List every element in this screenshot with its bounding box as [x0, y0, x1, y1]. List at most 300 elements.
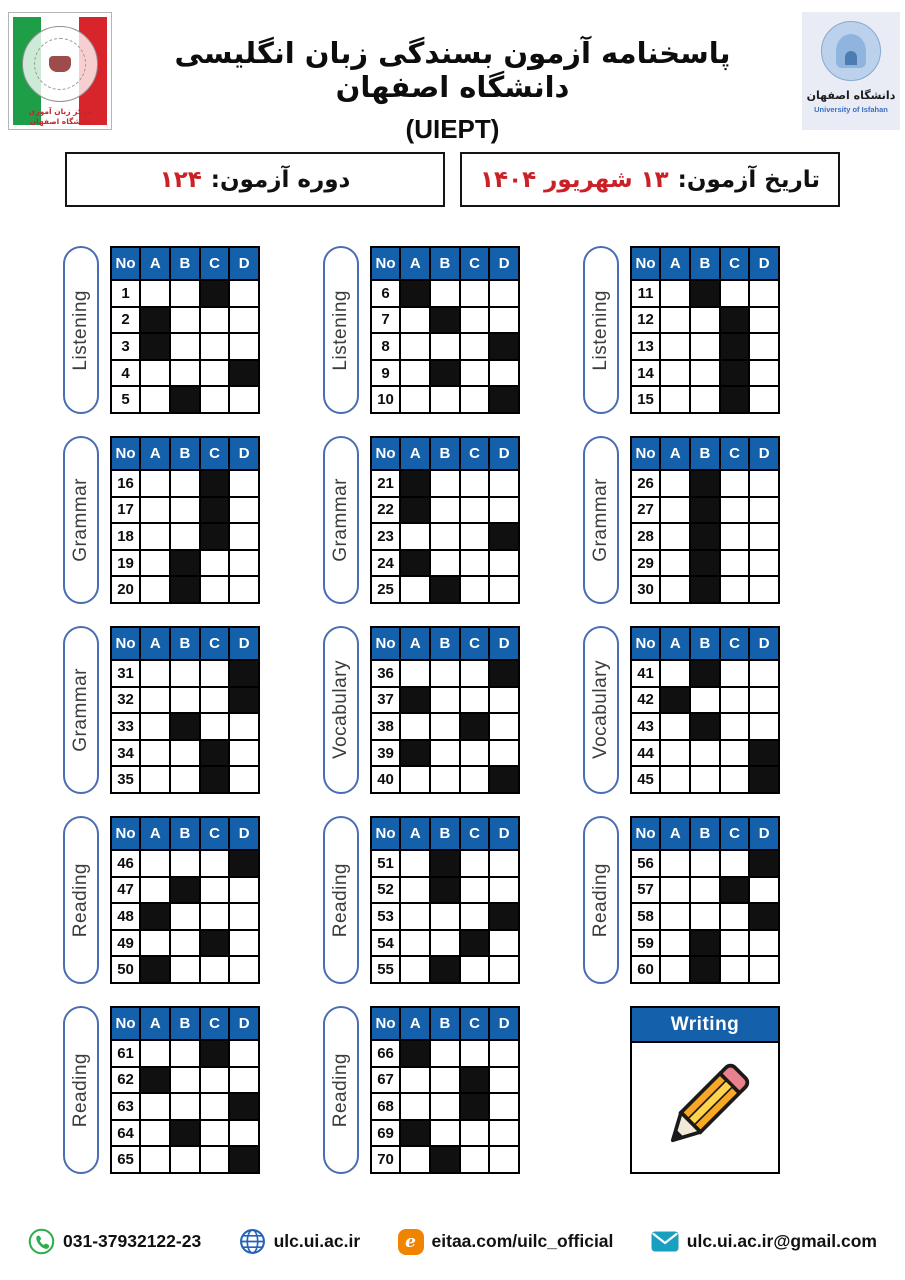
- answer-cell-22-D: [489, 497, 519, 524]
- answer-row-25: [371, 576, 519, 603]
- answer-table-q21: [370, 436, 520, 604]
- exam-period-label: دوره آزمون:: [210, 166, 351, 193]
- answer-section-grammar-31: [63, 626, 260, 794]
- answer-cell-34-D: [229, 740, 259, 767]
- question-number: 33: [111, 713, 141, 740]
- answer-cell-37-D: [489, 687, 519, 714]
- column-header-b: B: [430, 817, 460, 850]
- answer-cell-25-D: [489, 576, 519, 603]
- question-number: 41: [631, 660, 661, 687]
- answer-cell-46-D: [229, 850, 259, 877]
- answer-cell-31-D: [229, 660, 259, 687]
- university-emblem-icon: [821, 21, 881, 81]
- answer-cell-57-C: [720, 877, 750, 904]
- answer-cell-9-D: [489, 360, 519, 387]
- answer-cell-19-D: [229, 550, 259, 577]
- answer-cell-37-A: [400, 687, 430, 714]
- answer-section-vocabulary-36: [323, 626, 520, 794]
- answer-cell-15-B: [690, 386, 720, 413]
- question-number: 66: [371, 1040, 401, 1067]
- section-label-capsule: [63, 1006, 99, 1174]
- answer-cell-52-D: [489, 877, 519, 904]
- answer-cell-27-C: [720, 497, 750, 524]
- answer-cell-55-B: [430, 956, 460, 983]
- column-header-c: C: [460, 817, 490, 850]
- answer-cell-59-B: [690, 930, 720, 957]
- answer-row-1: [111, 280, 259, 307]
- answer-row-19: [111, 550, 259, 577]
- answer-cell-68-D: [489, 1093, 519, 1120]
- answer-table-q6: [370, 246, 520, 414]
- answer-cell-17-C: [200, 497, 230, 524]
- question-number: 8: [371, 333, 401, 360]
- question-number: 48: [111, 903, 141, 930]
- answer-section-grammar-26: [583, 436, 780, 604]
- writing-box: [630, 1006, 780, 1174]
- answer-cell-49-A: [140, 930, 170, 957]
- answer-cell-59-C: [720, 930, 750, 957]
- column-header-d: D: [229, 247, 259, 280]
- answer-cell-30-D: [749, 576, 779, 603]
- column-header-no: No: [371, 817, 401, 850]
- answer-cell-61-D: [229, 1040, 259, 1067]
- column-header-c: C: [200, 1007, 230, 1040]
- column-header-d: D: [749, 817, 779, 850]
- section-label: Reading: [329, 862, 351, 938]
- answer-cell-10-D: [489, 386, 519, 413]
- answer-section-reading-61: [63, 1006, 260, 1174]
- answer-cell-5-B: [170, 386, 200, 413]
- section-label: Listening: [589, 289, 611, 371]
- contact-website[interactable]: [239, 1228, 361, 1255]
- section-label: Listening: [69, 289, 91, 371]
- answer-row-14: [631, 360, 779, 387]
- answer-row-28: [631, 523, 779, 550]
- answer-cell-63-D: [229, 1093, 259, 1120]
- answer-cell-24-D: [489, 550, 519, 577]
- question-number: 6: [371, 280, 401, 307]
- answer-cell-29-D: [749, 550, 779, 577]
- question-number: 29: [631, 550, 661, 577]
- answer-cell-45-A: [660, 766, 690, 793]
- column-header-no: No: [371, 627, 401, 660]
- answer-cell-13-B: [690, 333, 720, 360]
- question-number: 2: [111, 307, 141, 334]
- answer-cell-18-A: [140, 523, 170, 550]
- column-header-c: C: [720, 627, 750, 660]
- column-header-c: C: [460, 247, 490, 280]
- column-header-b: B: [430, 437, 460, 470]
- answer-cell-56-C: [720, 850, 750, 877]
- answer-cell-7-D: [489, 307, 519, 334]
- answer-cell-69-D: [489, 1120, 519, 1147]
- answer-cell-39-B: [430, 740, 460, 767]
- exam-date-box: [460, 152, 840, 207]
- answer-cell-34-B: [170, 740, 200, 767]
- answer-cell-51-B: [430, 850, 460, 877]
- answer-row-41: [631, 660, 779, 687]
- column-header-d: D: [489, 817, 519, 850]
- answer-row-34: [111, 740, 259, 767]
- column-header-c: C: [200, 817, 230, 850]
- column-header-b: B: [430, 1007, 460, 1040]
- answer-cell-14-B: [690, 360, 720, 387]
- answer-cell-30-B: [690, 576, 720, 603]
- answer-row-62: [111, 1067, 259, 1094]
- answer-cell-55-A: [400, 956, 430, 983]
- question-number: 32: [111, 687, 141, 714]
- globe-icon: [239, 1228, 266, 1255]
- answer-cell-64-C: [200, 1120, 230, 1147]
- answer-cell-55-C: [460, 956, 490, 983]
- answer-row-64: [111, 1120, 259, 1147]
- column-header-no: No: [371, 437, 401, 470]
- section-label: Grammar: [329, 478, 351, 562]
- title-english: (UIEPT): [405, 114, 500, 144]
- footer-contact-bar: [0, 1228, 905, 1255]
- answer-table-q16: [110, 436, 260, 604]
- answer-cell-66-D: [489, 1040, 519, 1067]
- answer-section-listening-6: [323, 246, 520, 414]
- university-name-fa: دانشگاه اصفهان: [806, 89, 896, 102]
- column-header-b: B: [690, 817, 720, 850]
- section-label: Vocabulary: [329, 660, 351, 760]
- answer-cell-41-B: [690, 660, 720, 687]
- answer-cell-51-D: [489, 850, 519, 877]
- answer-cell-59-D: [749, 930, 779, 957]
- university-logo: [802, 12, 900, 130]
- question-number: 36: [371, 660, 401, 687]
- answer-cell-32-C: [200, 687, 230, 714]
- column-header-a: A: [400, 627, 430, 660]
- answer-cell-17-B: [170, 497, 200, 524]
- answer-cell-40-C: [460, 766, 490, 793]
- question-number: 18: [111, 523, 141, 550]
- question-number: 56: [631, 850, 661, 877]
- answer-cell-26-C: [720, 470, 750, 497]
- answer-cell-37-C: [460, 687, 490, 714]
- answer-cell-1-B: [170, 280, 200, 307]
- answer-cell-33-B: [170, 713, 200, 740]
- answer-cell-31-B: [170, 660, 200, 687]
- answer-cell-40-A: [400, 766, 430, 793]
- column-header-b: B: [690, 247, 720, 280]
- answer-cell-57-A: [660, 877, 690, 904]
- answer-row-29: [631, 550, 779, 577]
- answer-row-58: [631, 903, 779, 930]
- answer-cell-14-D: [749, 360, 779, 387]
- answer-row-18: [111, 523, 259, 550]
- answer-cell-23-D: [489, 523, 519, 550]
- answer-cell-42-B: [690, 687, 720, 714]
- answer-cell-12-C: [720, 307, 750, 334]
- answer-cell-36-B: [430, 660, 460, 687]
- answer-cell-2-D: [229, 307, 259, 334]
- section-label: Listening: [329, 289, 351, 371]
- answer-table-q26: [630, 436, 780, 604]
- answer-cell-61-C: [200, 1040, 230, 1067]
- answer-cell-24-C: [460, 550, 490, 577]
- section-label: Reading: [329, 1052, 351, 1128]
- answer-cell-50-D: [229, 956, 259, 983]
- answer-row-7: [371, 307, 519, 334]
- question-number: 31: [111, 660, 141, 687]
- column-header-b: B: [690, 627, 720, 660]
- title-persian: پاسخنامه آزمون بسندگی زبان انگلیسی دانشگاه اصفهان: [174, 36, 731, 104]
- answer-cell-41-D: [749, 660, 779, 687]
- answer-cell-16-C: [200, 470, 230, 497]
- column-header-c: C: [200, 627, 230, 660]
- exam-period-box: [65, 152, 445, 207]
- answer-cell-63-C: [200, 1093, 230, 1120]
- answer-row-11: [631, 280, 779, 307]
- answer-cell-67-B: [430, 1067, 460, 1094]
- answer-table-q1: [110, 246, 260, 414]
- answer-row-24: [371, 550, 519, 577]
- answer-cell-40-B: [430, 766, 460, 793]
- column-header-d: D: [749, 437, 779, 470]
- answer-cell-4-C: [200, 360, 230, 387]
- answer-cell-52-A: [400, 877, 430, 904]
- answer-cell-8-A: [400, 333, 430, 360]
- answer-cell-16-B: [170, 470, 200, 497]
- answer-cell-3-C: [200, 333, 230, 360]
- answer-cell-31-A: [140, 660, 170, 687]
- question-number: 55: [371, 956, 401, 983]
- answer-cell-8-C: [460, 333, 490, 360]
- answer-row-37: [371, 687, 519, 714]
- column-header-b: B: [170, 247, 200, 280]
- answer-row-30: [631, 576, 779, 603]
- answer-cell-51-A: [400, 850, 430, 877]
- answer-cell-30-C: [720, 576, 750, 603]
- question-number: 19: [111, 550, 141, 577]
- answer-row-52: [371, 877, 519, 904]
- answer-cell-54-A: [400, 930, 430, 957]
- answer-cell-70-D: [489, 1146, 519, 1173]
- answer-cell-33-D: [229, 713, 259, 740]
- answer-row-70: [371, 1146, 519, 1173]
- answer-cell-54-B: [430, 930, 460, 957]
- answer-cell-67-A: [400, 1067, 430, 1094]
- answer-cell-38-B: [430, 713, 460, 740]
- answer-cell-60-D: [749, 956, 779, 983]
- eitaa-handle[interactable]: eitaa.com/uilc_official: [431, 1231, 614, 1251]
- answer-cell-32-A: [140, 687, 170, 714]
- answer-cell-48-D: [229, 903, 259, 930]
- answer-table-q46: [110, 816, 260, 984]
- question-number: 54: [371, 930, 401, 957]
- answer-cell-2-C: [200, 307, 230, 334]
- question-number: 51: [371, 850, 401, 877]
- answer-cell-24-A: [400, 550, 430, 577]
- answer-row-36: [371, 660, 519, 687]
- question-number: 5: [111, 386, 141, 413]
- question-number: 9: [371, 360, 401, 387]
- answer-cell-26-A: [660, 470, 690, 497]
- answer-row-48: [111, 903, 259, 930]
- question-number: 22: [371, 497, 401, 524]
- answer-row-33: [111, 713, 259, 740]
- answer-row-40: [371, 766, 519, 793]
- answer-row-23: [371, 523, 519, 550]
- answer-cell-45-C: [720, 766, 750, 793]
- question-number: 15: [631, 386, 661, 413]
- answer-row-27: [631, 497, 779, 524]
- question-number: 24: [371, 550, 401, 577]
- answer-cell-38-A: [400, 713, 430, 740]
- answer-cell-36-D: [489, 660, 519, 687]
- university-name-en: University of Isfahan: [814, 105, 888, 114]
- contact-phone: [28, 1228, 201, 1255]
- column-header-c: C: [200, 437, 230, 470]
- column-header-a: A: [660, 437, 690, 470]
- answer-cell-32-B: [170, 687, 200, 714]
- answer-cell-47-C: [200, 877, 230, 904]
- answer-cell-12-D: [749, 307, 779, 334]
- answer-cell-33-C: [200, 713, 230, 740]
- answer-cell-9-C: [460, 360, 490, 387]
- section-label: Grammar: [69, 478, 91, 562]
- question-number: 45: [631, 766, 661, 793]
- exam-period-value: ۱۲۴: [159, 166, 202, 193]
- answer-section-reading-51: [323, 816, 520, 984]
- answer-cell-1-D: [229, 280, 259, 307]
- contact-eitaa[interactable]: [398, 1229, 614, 1255]
- question-number: 30: [631, 576, 661, 603]
- answer-cell-46-C: [200, 850, 230, 877]
- website-url[interactable]: ulc.ui.ac.ir: [273, 1231, 361, 1251]
- answer-row-3: [111, 333, 259, 360]
- answer-cell-42-C: [720, 687, 750, 714]
- answer-cell-34-A: [140, 740, 170, 767]
- email-address[interactable]: ulc.ui.ac.ir@gmail.com: [686, 1231, 877, 1251]
- answer-row-55: [371, 956, 519, 983]
- answer-cell-9-A: [400, 360, 430, 387]
- answer-cell-28-D: [749, 523, 779, 550]
- answer-cell-5-D: [229, 386, 259, 413]
- column-header-a: A: [140, 817, 170, 850]
- column-header-no: No: [631, 437, 661, 470]
- answer-cell-25-A: [400, 576, 430, 603]
- answer-cell-52-C: [460, 877, 490, 904]
- answer-cell-10-C: [460, 386, 490, 413]
- answer-cell-64-A: [140, 1120, 170, 1147]
- answer-cell-70-B: [430, 1146, 460, 1173]
- column-header-c: C: [200, 247, 230, 280]
- email-icon: [651, 1231, 679, 1252]
- column-header-a: A: [660, 247, 690, 280]
- answer-cell-58-D: [749, 903, 779, 930]
- column-header-a: A: [140, 1007, 170, 1040]
- question-number: 59: [631, 930, 661, 957]
- answer-row-26: [631, 470, 779, 497]
- answer-cell-6-A: [400, 280, 430, 307]
- writing-section: [583, 1006, 780, 1174]
- answer-cell-19-B: [170, 550, 200, 577]
- answer-cell-65-C: [200, 1146, 230, 1173]
- answer-cell-28-B: [690, 523, 720, 550]
- question-number: 64: [111, 1120, 141, 1147]
- answer-cell-36-A: [400, 660, 430, 687]
- answer-cell-20-B: [170, 576, 200, 603]
- answer-cell-56-A: [660, 850, 690, 877]
- answer-row-20: [111, 576, 259, 603]
- section-label: Grammar: [69, 668, 91, 752]
- answer-cell-33-A: [140, 713, 170, 740]
- answer-cell-47-D: [229, 877, 259, 904]
- question-number: 14: [631, 360, 661, 387]
- answer-cell-22-A: [400, 497, 430, 524]
- section-label-capsule: [583, 626, 619, 794]
- answer-row-46: [111, 850, 259, 877]
- answer-cell-38-C: [460, 713, 490, 740]
- answer-cell-41-C: [720, 660, 750, 687]
- answer-cell-36-C: [460, 660, 490, 687]
- answer-table-q31: [110, 626, 260, 794]
- question-number: 58: [631, 903, 661, 930]
- answer-cell-21-C: [460, 470, 490, 497]
- answer-cell-69-B: [430, 1120, 460, 1147]
- answer-cell-61-B: [170, 1040, 200, 1067]
- section-label-capsule: [583, 436, 619, 604]
- answer-row-57: [631, 877, 779, 904]
- language-center-emblem-icon: [22, 26, 98, 102]
- answer-cell-20-D: [229, 576, 259, 603]
- answer-cell-53-D: [489, 903, 519, 930]
- question-number: 21: [371, 470, 401, 497]
- answer-section-grammar-16: [63, 436, 260, 604]
- section-label-capsule: [583, 246, 619, 414]
- answer-cell-68-A: [400, 1093, 430, 1120]
- answer-section-reading-66: [323, 1006, 520, 1174]
- column-header-d: D: [749, 627, 779, 660]
- answer-row-2: [111, 307, 259, 334]
- column-header-a: A: [140, 247, 170, 280]
- answer-row-50: [111, 956, 259, 983]
- section-label-capsule: [323, 1006, 359, 1174]
- question-number: 42: [631, 687, 661, 714]
- phone-icon: [28, 1228, 55, 1255]
- section-label-capsule: [583, 816, 619, 984]
- answer-cell-5-C: [200, 386, 230, 413]
- answer-row-61: [111, 1040, 259, 1067]
- section-label: Vocabulary: [589, 660, 611, 760]
- answer-row-66: [371, 1040, 519, 1067]
- answer-table-q51: [370, 816, 520, 984]
- question-number: 47: [111, 877, 141, 904]
- answer-cell-22-B: [430, 497, 460, 524]
- answer-row-54: [371, 930, 519, 957]
- answer-cell-48-C: [200, 903, 230, 930]
- answer-cell-44-D: [749, 740, 779, 767]
- column-header-a: A: [400, 247, 430, 280]
- column-header-no: No: [371, 247, 401, 280]
- answer-cell-21-A: [400, 470, 430, 497]
- answer-cell-13-D: [749, 333, 779, 360]
- answer-cell-29-C: [720, 550, 750, 577]
- answer-cell-70-A: [400, 1146, 430, 1173]
- contact-email[interactable]: [651, 1231, 877, 1252]
- section-label-capsule: [323, 816, 359, 984]
- answer-cell-35-A: [140, 766, 170, 793]
- answer-cell-26-B: [690, 470, 720, 497]
- answer-cell-69-A: [400, 1120, 430, 1147]
- phone-number: 031-37932122-23: [63, 1231, 202, 1251]
- answer-cell-10-B: [430, 386, 460, 413]
- answer-table-q66: [370, 1006, 520, 1174]
- question-number: 65: [111, 1146, 141, 1173]
